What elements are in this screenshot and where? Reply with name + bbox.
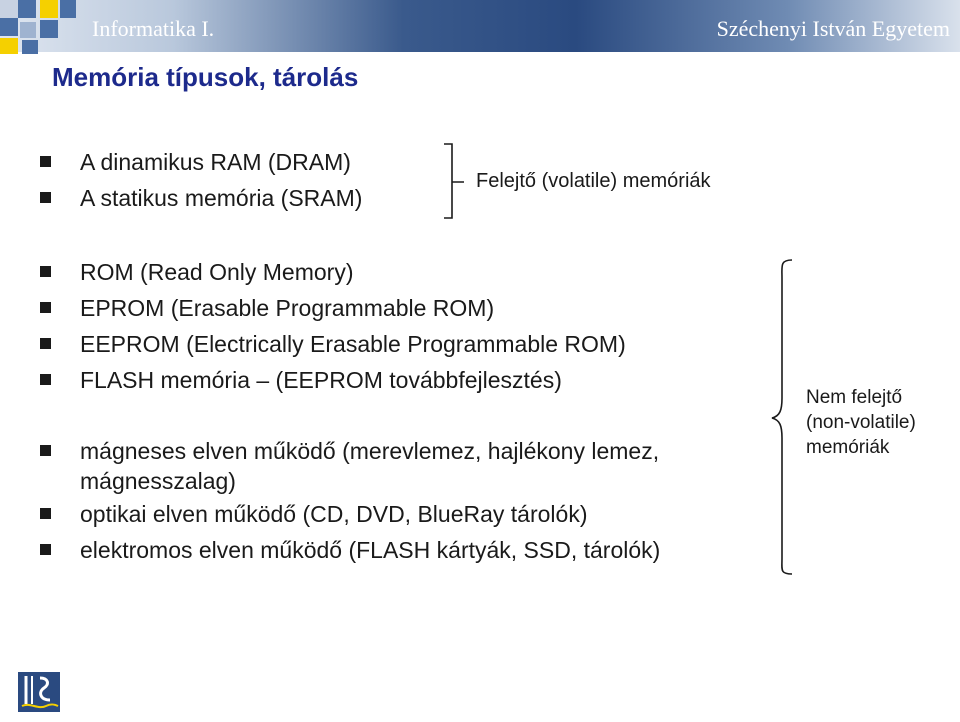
list-item — [40, 254, 626, 290]
list-item-text: ROM (Read Only Memory) — [80, 259, 354, 285]
bullet-square-icon — [40, 374, 51, 385]
list-item — [40, 180, 362, 216]
nonvolatile-label-line: Nem felejtő — [806, 387, 903, 408]
nonvolatile-label-line: memóriák — [806, 437, 890, 458]
nonvolatile-label-line: (non-volatile) — [806, 412, 916, 433]
list-item — [40, 290, 626, 326]
university-name: Széchenyi István Egyetem — [716, 16, 950, 41]
list-item-text: EEPROM (Electrically Erasable Programmable ROM) — [80, 331, 626, 357]
bullet-square-icon — [40, 302, 51, 313]
bullet-square-icon — [40, 266, 51, 277]
page-title: Memória típusok, tárolás — [52, 62, 359, 92]
list-item-text: mágneses elven működő (merevlemez, hajlékony lemez, mágnesszalag) — [80, 438, 660, 494]
volatile-list — [40, 144, 362, 216]
bullet-square-icon — [40, 508, 51, 519]
nonvolatile-label — [806, 385, 916, 460]
list-item — [40, 362, 626, 398]
list-item — [40, 326, 626, 362]
bullet-square-icon — [40, 445, 51, 456]
bullet-square-icon — [40, 338, 51, 349]
bullet-square-icon — [40, 544, 51, 555]
list-item — [40, 436, 780, 496]
storage-list — [40, 436, 780, 568]
list-item — [40, 144, 362, 180]
nonvolatile-brace — [770, 258, 800, 578]
bullet-square-icon — [40, 192, 51, 203]
course-title: Informatika I. — [92, 16, 215, 41]
university-logo-icon — [18, 672, 60, 712]
volatile-label: Felejtő (volatile) memóriák — [476, 170, 711, 192]
list-item-text: EPROM (Erasable Programmable ROM) — [80, 295, 495, 321]
list-item — [40, 532, 780, 568]
list-item-text: FLASH memória – (EEPROM továbbfejlesztés) — [80, 367, 562, 393]
decorative-squares — [0, 0, 80, 60]
nonvolatile-list — [40, 254, 626, 398]
list-item-text: elektromos elven működő (FLASH kártyák, SSD, tárolók) — [80, 537, 661, 563]
list-item-text: optikai elven működő (CD, DVD, BlueRay tárolók) — [80, 501, 588, 527]
list-item-text: A dinamikus RAM (DRAM) — [80, 149, 351, 175]
volatile-brace — [438, 142, 478, 224]
bullet-square-icon — [40, 156, 51, 167]
list-item — [40, 496, 780, 532]
list-item-text: A statikus memória (SRAM) — [80, 185, 363, 211]
